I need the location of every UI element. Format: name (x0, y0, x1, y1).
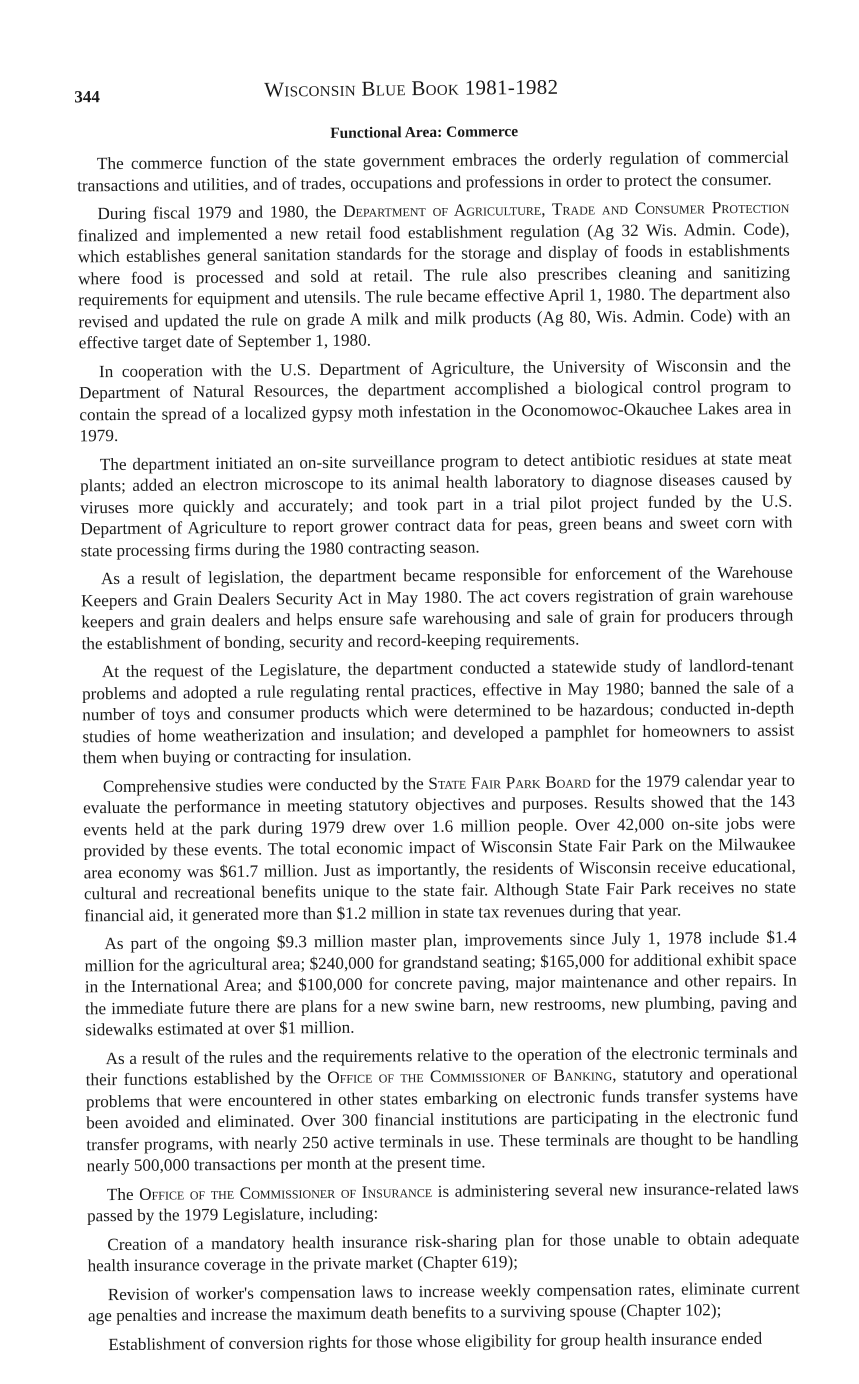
paragraph-text: Comprehensive studies were conducted by the (102, 773, 429, 796)
paragraph-text: finalized and implemented a new retail food establishment regulation (Ag 32 Wis. Admin. Code), which establishes general sanitation standards for the storage and display of foods in establishments where food is processed and sold at retail. The rule also prescribes cleaning and sanitizing requirements for equipment and utensils. The rule became effective April 1, 1980. The department also revised and updated the rule on grade A milk and milk products (Ag 80, Wis. Admin. Code) with an effective target date of September 1, 1980. (77, 219, 791, 353)
paragraph-warehouse-act: As a result of legislation, the department became responsible for enforcement of the Warehouse Keepers and Grain Dealers Security Act in May 1980. The act covers registration of grain warehouse keepers and grain dealers and helps ensure safe warehousing and sale of grain for producers through the establishment of bonding, security and record-keeping requirements. (81, 562, 794, 653)
paragraph-text: During fiscal 1979 and 1980, the (97, 201, 344, 224)
paragraph-workers-comp: Revision of worker's compensation laws to increase weekly compensation rates, eliminate current age penalties and increase the maximum death benefits to a surviving spouse (Chapter 102); (87, 1277, 800, 1326)
paragraph-landlord-tenant: At the request of the Legislature, the department conducted a statewide study of landlord-tenant problems and adopted a rule regulating rental practices, effective in May 1980; banned the sale of a number of toys and consumer products which were determined to be hazardous; conducted in-depth studies of home weatherization and insulation; and developed a pamphlet for homeowners to assist them when buying or contracting for insulation. (81, 655, 795, 768)
agency-name: Department of Agriculture, Trade and Consumer Protection (343, 197, 790, 221)
paragraph-master-plan: As part of the ongoing $9.3 million master plan, improvements since July 1, 1978 include $1.4 million for the agricultural area; $240,000 for grandstand seating; $165,000 for additional exhibit space in the International Area; and $100,000 for concrete paving, major maintenance and other repairs. In the immediate future there are plans for a new swine barn, new restrooms, new plumbing, paving and sidewalks estimated at over $1 million. (84, 927, 798, 1040)
paragraph-text: , statutory and operational problems that were encountered in other states embarking on electronic funds transfer systems have been avoided and eliminated. Over 300 financial institutions are participating in the electronic fund transfer programs, with nearly 250 active terminals in use. These terminals are thought to be handling nearly 500,000 transactions per month at the present time. (85, 1063, 799, 1176)
agency-name: State Fair Park Board (428, 771, 591, 793)
paragraph-gypsy-moth: In cooperation with the U.S. Department of Agriculture, the University of Wisconsin and the Department of Natural Resources, the department accomplished a biological control program to contain the spread of a localized gypsy moth infestation in the Oconomowoc-Okauchee Lakes area in 1979. (79, 355, 792, 446)
paragraph-banking (85, 1041, 798, 1177)
body-text (77, 147, 801, 1363)
paragraph-text: As a result of the rules and the requirements relative to the operation of the electronic terminals and their functions established by the (85, 1041, 798, 1090)
paragraph-risk-sharing: Creation of a mandatory health insurance risk-sharing plan for those unable to obtain adequate health insurance coverage in the private market (Chapter 619); (87, 1227, 800, 1276)
paragraph-surveillance: The department initiated an on-site surveillance program to detect antibiotic residues at state meat plants; added an electron microscope to its animal health laboratory to diagnose diseases caused by viruses more quickly and accurately; and took part in a trial pilot project funded by the U.S. Department of Agriculture to report grower contract data for peas, green beans and sweet corn with state processing firms during the 1980 contracting season. (79, 448, 793, 560)
section-title: Functional Area: Commerce (330, 123, 519, 142)
paragraph-text: The (106, 1184, 140, 1204)
paragraph-commerce-function: The commerce function of the state government embraces the orderly regulation of commercial transactions and utilities, and of trades, occupations and professions in order to protect the consumer. (77, 147, 789, 195)
page-number: 344 (74, 87, 100, 107)
running-head: Wisconsin Blue Book 1981-1982 (264, 74, 559, 102)
paragraph-food-regulation (77, 197, 790, 354)
agency-name: Office of the Commissioner of Banking (327, 1065, 613, 1088)
paragraph-conversion-rights: Establishment of conversion rights for those whose eligibility for group health insurance ended (108, 1328, 763, 1354)
paragraph-state-fair-studies (83, 769, 796, 926)
paragraph-insurance (87, 1177, 799, 1227)
agency-name: Office of the Commissioner of Insurance (139, 1181, 433, 1204)
paragraph-text: for the 1979 calendar year to evaluate the performance in meeting statutory objectives and purposes. Results showed that the 143 events held at the park during 1979 drew over 1.6 million people. Over 42,000 on-site jobs were provided by these events. The total economic impact of Wisconsin State Fair Park on the Milwaukee area economy was $61.7 million. Just as importantly, the residents of Wisconsin receive educational, cultural and recreational benefits unique to the state fair. Although State Fair Park receives no state financial aid, it generated more than $1.2 million in state tax revenues during that year. (83, 770, 796, 925)
paragraph-text: is administering several new insurance-related laws passed by the 1979 Legislature, including: (86, 1177, 799, 1226)
